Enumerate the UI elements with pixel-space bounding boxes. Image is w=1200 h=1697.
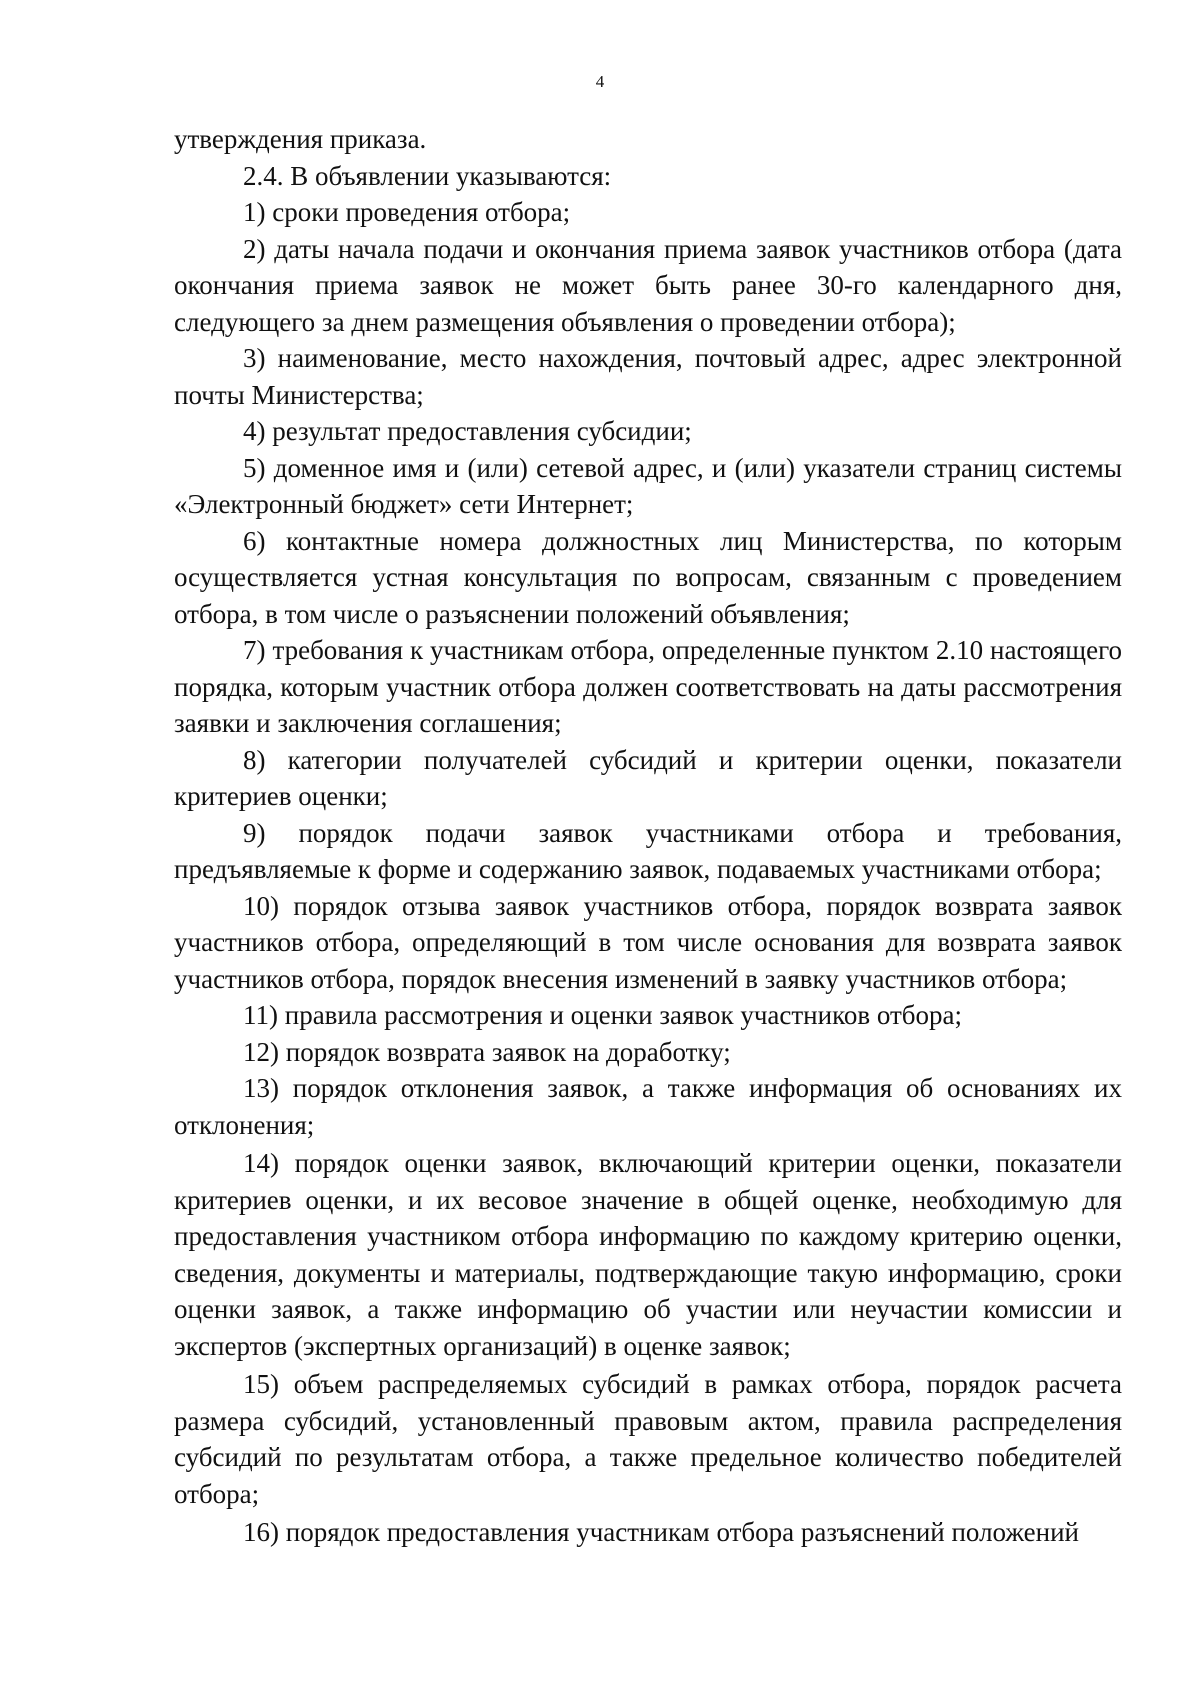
list-item-7: 7) требования к участникам отбора, определенные пунктом 2.10 настоящего порядка, которым участник отбора должен соответствовать на даты рассмотрения заявки и заключения соглашения;: [174, 635, 1122, 738]
list-item-16: 16) порядок предоставления участникам отбора разъяснений положений: [243, 1517, 1080, 1547]
list-item-1: 1) сроки проведения отбора;: [243, 197, 571, 227]
list-item-8: 8) категории получателей субсидий и критерии оценки, показатели критериев оценки;: [174, 744, 1122, 811]
list-item-10: 10) порядок отзыва заявок участников отбора, порядок возврата заявок участников отбора, определяющий в том числе основания для возврата заявок участников отбора, порядок внесения изменений в заявку участников отбора;: [174, 890, 1122, 994]
list-item-12: 12) порядок возврата заявок на доработку;: [243, 1036, 731, 1067]
paragraph-section-2-4: 2.4. В объявлении указываются:: [243, 160, 612, 191]
list-item-14: 14) порядок оценки заявок, включающий критерии оценки, показатели критериев оценки, и их весовое значение в общей оценке, необходимую для предоставления участником отбора информацию по каждому критерию оценки, сведения, документы и материалы, подтверждающие такую информацию, сроки оценки заявок, а также информацию об участии или неучастии комиссии и экспертов (экспертных организаций) в оценке заявок;: [174, 1148, 1122, 1361]
list-item-5: 5) доменное имя и (или) сетевой адрес, и (или) указатели страниц системы «Электронный бюджет» сети Интернет;: [174, 452, 1122, 519]
list-item-4: 4) результат предоставления субсидии;: [243, 416, 692, 446]
page-number: 4: [595, 72, 605, 91]
list-item-6: 6) контактные номера должностных лиц Министерства, по которым осуществляется устная консультация по вопросам, связанным с проведением отбора, в том числе о разъяснении положений объявления;: [174, 525, 1122, 629]
list-item-15: 15) объем распределяемых субсидий в рамках отбора, порядок расчета размера субсидий, установленный правовым актом, правила распределения субсидий по результатам отбора, а также предельное количество победителей отбора;: [174, 1369, 1122, 1509]
list-item-11: 11) правила рассмотрения и оценки заявок участников отбора;: [243, 1000, 962, 1030]
list-item-9: 9) порядок подачи заявок участниками отбора и требования, предъявляемые к форме и содержанию заявок, подаваемых участниками отбора;: [174, 817, 1122, 884]
list-item-2: 2) даты начала подачи и окончания приема заявок участников отбора (дата окончания приема заявок не может быть ранее 30-го календарного дня, следующего за днем размещения объявления о проведении отбора);: [174, 233, 1122, 337]
list-item-3: 3) наименование, место нахождения, почтовый адрес, адрес электронной почты Министерства;: [174, 343, 1122, 410]
paragraph-continuation: утверждения приказа.: [174, 124, 427, 154]
document-body: [174, 121, 1122, 1551]
list-item-13: 13) порядок отклонения заявок, а также информация об основаниях их отклонения;: [174, 1073, 1122, 1140]
